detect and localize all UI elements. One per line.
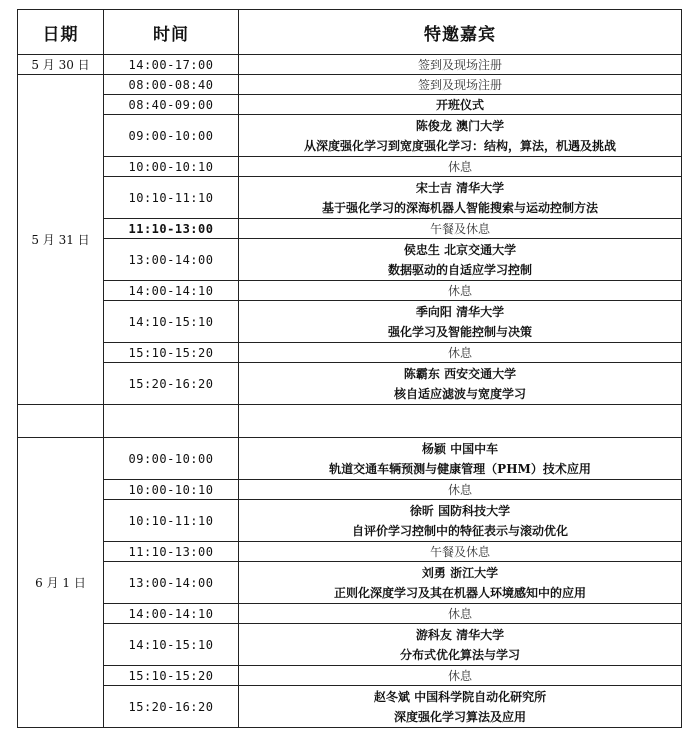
table-row	[18, 604, 682, 624]
talk-title: 基于强化学习的深海机器人智能搜索与运动控制方法	[321, 200, 598, 215]
table-row	[18, 363, 682, 405]
talk-title: 深度强化学习算法及应用	[393, 709, 526, 724]
talk-title: 数据驱动的自适应学习控制	[387, 262, 532, 277]
time-cell: 10:10-11:10	[104, 177, 239, 219]
time-cell: 14:00-14:10	[104, 281, 239, 301]
speaker-name: 赵冬斌 中国科学院自动化研究所	[373, 689, 547, 704]
talk-title: 正则化深度学习及其在机器人环境感知中的应用	[333, 585, 586, 600]
guest-cell	[239, 363, 682, 405]
header-date: 日期	[18, 10, 104, 55]
speaker-name: 陈霸东 西安交通大学	[403, 366, 517, 381]
time-cell: 14:10-15:10	[104, 624, 239, 666]
guest-cell: 休息	[239, 480, 682, 500]
table-row	[18, 239, 682, 281]
date-cell	[18, 405, 104, 438]
time-cell: 11:10-13:00	[104, 219, 239, 239]
speaker-name: 季向阳 清华大学	[415, 304, 505, 319]
speaker-name: 刘勇 浙江大学	[421, 565, 499, 580]
header-row	[18, 10, 682, 55]
guest-cell	[239, 500, 682, 542]
talk-title: 分布式优化算法与学习	[399, 647, 520, 662]
table-row	[18, 55, 682, 75]
speaker-name: 陈俊龙 澳门大学	[415, 118, 505, 133]
table-row	[18, 542, 682, 562]
time-cell: 08:40-09:00	[104, 95, 239, 115]
table-row	[18, 95, 682, 115]
table-row	[18, 177, 682, 219]
time-cell: 15:10-15:20	[104, 666, 239, 686]
time-cell: 10:00-10:10	[104, 157, 239, 177]
date-cell: 5 月 30 日	[18, 55, 104, 75]
guest-cell	[239, 239, 682, 281]
guest-cell	[239, 405, 682, 438]
time-cell: 15:20-16:20	[104, 686, 239, 728]
table-row	[18, 219, 682, 239]
guest-cell: 开班仪式	[239, 95, 682, 115]
speaker-name: 宋士吉 清华大学	[415, 180, 505, 195]
guest-cell: 休息	[239, 604, 682, 624]
header-time: 时间	[104, 10, 239, 55]
time-cell: 14:00-17:00	[104, 55, 239, 75]
speaker-name: 徐昕 国防科技大学	[409, 503, 511, 518]
guest-cell	[239, 177, 682, 219]
time-cell: 15:20-16:20	[104, 363, 239, 405]
speaker-name: 游科友 清华大学	[415, 627, 505, 642]
guest-cell: 午餐及休息	[239, 219, 682, 239]
guest-cell: 午餐及休息	[239, 542, 682, 562]
time-cell: 09:00-10:00	[104, 115, 239, 157]
guest-cell: 签到及现场注册	[239, 75, 682, 95]
guest-cell	[239, 562, 682, 604]
time-cell: 14:10-15:10	[104, 301, 239, 343]
time-cell: 13:00-14:00	[104, 562, 239, 604]
table-row	[18, 343, 682, 363]
table-row	[18, 115, 682, 157]
talk-title: 轨道交通车辆预测与健康管理（PHM）技术应用	[329, 461, 591, 476]
table-row	[18, 301, 682, 343]
table-row	[18, 157, 682, 177]
talk-title: 自评价学习控制中的特征表示与滚动优化	[351, 523, 568, 538]
guest-cell	[239, 624, 682, 666]
guest-cell	[239, 686, 682, 728]
speaker-name: 杨颖 中国中车	[421, 441, 499, 456]
time-cell: 13:00-14:00	[104, 239, 239, 281]
blank-row	[18, 405, 682, 438]
time-cell: 11:10-13:00	[104, 542, 239, 562]
time-cell: 09:00-10:00	[104, 438, 239, 480]
guest-cell: 休息	[239, 666, 682, 686]
table-row	[18, 666, 682, 686]
date-cell: 5 月 31 日	[18, 75, 104, 405]
guest-cell: 签到及现场注册	[239, 55, 682, 75]
table-row	[18, 75, 682, 95]
time-cell: 14:00-14:10	[104, 604, 239, 624]
time-cell: 10:10-11:10	[104, 500, 239, 542]
talk-title: 强化学习及智能控制与决策	[387, 324, 532, 339]
guest-cell: 休息	[239, 343, 682, 363]
guest-cell	[239, 115, 682, 157]
talk-title: 从深度强化学习到宽度强化学习：结构，算法，机遇及挑战	[303, 138, 616, 153]
table-row	[18, 281, 682, 301]
table-row	[18, 624, 682, 666]
schedule-table	[17, 9, 682, 728]
time-cell: 15:10-15:20	[104, 343, 239, 363]
table-row	[18, 438, 682, 480]
table-row	[18, 686, 682, 728]
table-row	[18, 500, 682, 542]
table-row	[18, 562, 682, 604]
guest-cell	[239, 301, 682, 343]
guest-cell: 休息	[239, 281, 682, 301]
guest-cell	[239, 438, 682, 480]
date-cell: 6 月 1 日	[18, 438, 104, 728]
speaker-name: 侯忠生 北京交通大学	[403, 242, 517, 257]
time-cell: 08:00-08:40	[104, 75, 239, 95]
talk-title: 核自适应滤波与宽度学习	[393, 386, 526, 401]
header-guest: 特邀嘉宾	[239, 10, 682, 55]
time-cell: 10:00-10:10	[104, 480, 239, 500]
guest-cell: 休息	[239, 157, 682, 177]
table-row	[18, 480, 682, 500]
time-cell	[104, 405, 239, 438]
